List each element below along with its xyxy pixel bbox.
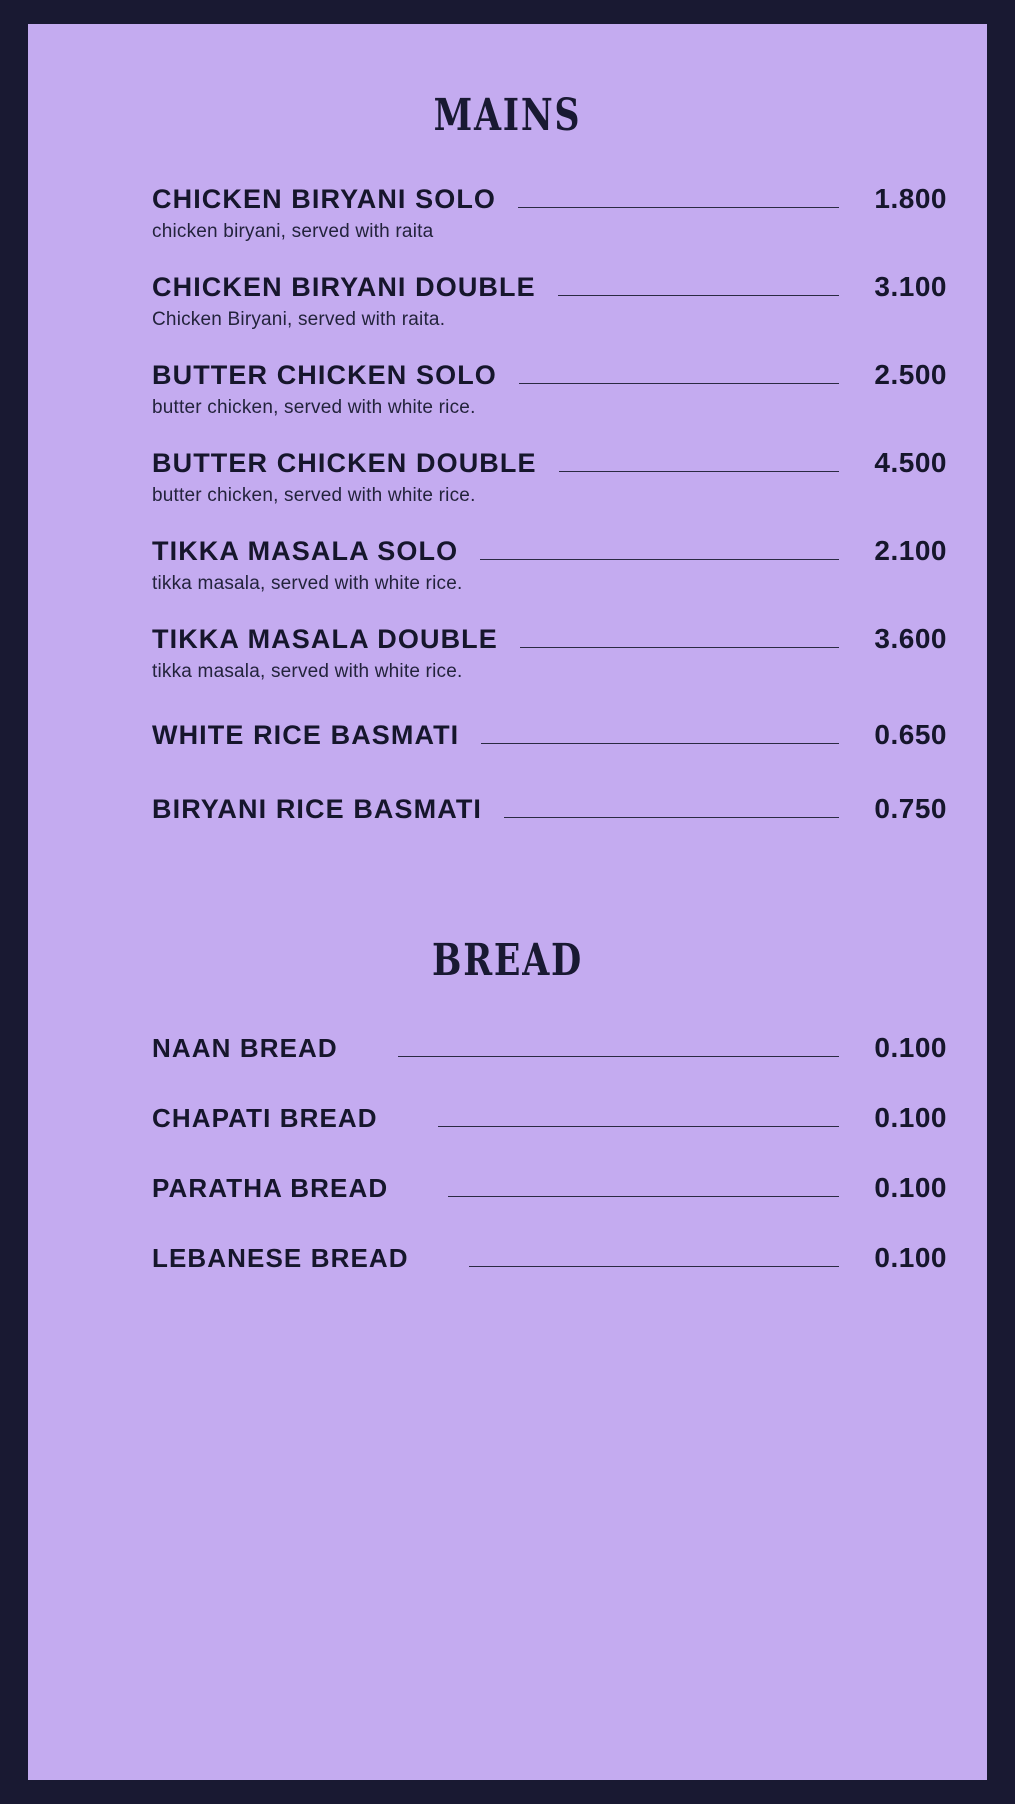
- menu-item-description: butter chicken, served with white rice.: [152, 485, 476, 506]
- dot-leader: [520, 647, 839, 648]
- menu-item: [28, 1032, 987, 1064]
- dot-leader: [519, 383, 839, 384]
- menu-item-price: 0.100: [874, 1172, 947, 1203]
- menu-item-description: Chicken Biryani, served with raita.: [152, 309, 446, 330]
- section-title-mains: MAINS: [433, 90, 582, 141]
- dot-leader: [558, 295, 839, 296]
- menu-item: [28, 447, 987, 507]
- menu-item-line: [152, 359, 947, 391]
- dot-leader: [481, 743, 839, 744]
- menu-item-description: tikka masala, served with white rice.: [152, 573, 463, 594]
- dot-leader: [398, 1056, 839, 1057]
- mains-item-list: [28, 183, 987, 833]
- menu-item: [28, 183, 987, 243]
- dot-leader: [448, 1196, 839, 1197]
- dot-leader: [480, 559, 839, 560]
- menu-item-price: 0.100: [874, 1242, 947, 1273]
- dot-leader: [469, 1266, 839, 1267]
- bread-item-list: [28, 1032, 987, 1274]
- dot-leader: [504, 817, 839, 818]
- menu-item: [28, 271, 987, 331]
- menu-item-name: BUTTER CHICKEN DOUBLE: [152, 448, 537, 478]
- menu-item-line: [152, 711, 947, 759]
- menu-item-price: 1.800: [874, 183, 947, 214]
- menu-item-name: CHAPATI BREAD: [152, 1103, 378, 1133]
- menu-item-line: [152, 535, 947, 567]
- menu-item-name: PARATHA BREAD: [152, 1173, 389, 1203]
- menu-item: [28, 1102, 987, 1134]
- dot-leader: [438, 1126, 839, 1127]
- menu-item-name: CHICKEN BIRYANI DOUBLE: [152, 272, 536, 302]
- menu-item-description: butter chicken, served with white rice.: [152, 397, 476, 418]
- menu-card: [28, 24, 987, 1780]
- dot-leader: [518, 207, 839, 208]
- menu-item-line: [152, 271, 947, 303]
- menu-item: [28, 1172, 987, 1204]
- menu-item-name: WHITE RICE BASMATI: [152, 720, 460, 750]
- menu-item: [28, 1242, 987, 1274]
- menu-item: [28, 623, 987, 683]
- menu-item: [28, 785, 987, 833]
- menu-item-price: 0.650: [874, 719, 947, 750]
- menu-item-name: NAAN BREAD: [152, 1033, 338, 1063]
- menu-item-price: 3.600: [874, 623, 947, 654]
- menu-item-line: [152, 1102, 947, 1134]
- menu-item-line: [152, 183, 947, 215]
- menu-item-line: [152, 623, 947, 655]
- menu-item-price: 0.100: [874, 1032, 947, 1063]
- menu-item: [28, 359, 987, 419]
- menu-item-price: 2.100: [874, 535, 947, 566]
- menu-item-description: chicken biryani, served with raita: [152, 221, 434, 242]
- menu-item: [28, 711, 987, 759]
- menu-item-name: CHICKEN BIRYANI SOLO: [152, 184, 497, 214]
- menu-item-price: 2.500: [874, 359, 947, 390]
- menu-item-price: 0.100: [874, 1102, 947, 1133]
- menu-item-name: BIRYANI RICE BASMATI: [152, 794, 483, 824]
- section-bread: [28, 859, 987, 1274]
- menu-item-name: BUTTER CHICKEN SOLO: [152, 360, 497, 390]
- menu-item-price: 0.750: [874, 793, 947, 824]
- menu-item-name: TIKKA MASALA DOUBLE: [152, 624, 498, 654]
- menu-item-price: 4.500: [874, 447, 947, 478]
- menu-item-description: tikka masala, served with white rice.: [152, 661, 463, 682]
- dot-leader: [559, 471, 839, 472]
- menu-item-line: [152, 1242, 947, 1274]
- menu-item-line: [152, 1032, 947, 1064]
- section-mains: [28, 24, 987, 833]
- menu-item: [28, 535, 987, 595]
- menu-item-price: 3.100: [874, 271, 947, 302]
- menu-item-line: [152, 785, 947, 833]
- menu-item-name: TIKKA MASALA SOLO: [152, 536, 459, 566]
- menu-item-line: [152, 447, 947, 479]
- menu-item-line: [152, 1172, 947, 1204]
- menu-item-name: LEBANESE BREAD: [152, 1243, 409, 1273]
- section-title-bread: BREAD: [432, 935, 583, 986]
